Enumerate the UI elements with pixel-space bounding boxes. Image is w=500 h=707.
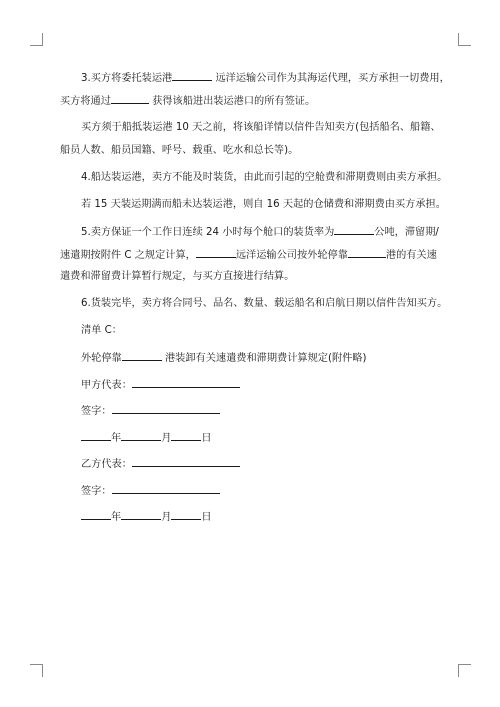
clause-3-line-2: 买方将通过 获得该船进出装运港口的所有签证。 xyxy=(60,93,315,109)
clause-6-line: 6.货装完毕，卖方将合同号、品名、数量、载运船名和启航日期以信件告知买方。 xyxy=(81,298,448,309)
notice-line-1: 买方须于船抵装运港 10 天之前，将该船详情以信件告知卖方(包括船名、船籍、 xyxy=(81,122,441,133)
clause-4-line-2: 若 15 天装运期满而船未达装运港，则自 16 天起的仓储费和滞期费由买方承担。 xyxy=(81,199,446,210)
blank xyxy=(348,247,386,258)
party-b-signature: 签字： xyxy=(81,483,220,499)
clause-5-line-2: 速遣期按附件 C 之规定计算， 远洋运输公司按外轮停靠 港的有关速 xyxy=(60,247,437,263)
corner-mark-bottom-right xyxy=(458,664,471,677)
blank xyxy=(132,456,240,467)
list-c-heading: 清单 C： xyxy=(81,325,122,336)
blank xyxy=(334,224,374,235)
party-a-date: 年 月 日 xyxy=(81,430,212,446)
blank xyxy=(172,70,212,81)
blank xyxy=(132,377,240,388)
party-b-date: 年 月 日 xyxy=(81,509,212,525)
blank xyxy=(171,430,201,441)
corner-mark-top-left xyxy=(30,33,43,46)
blank xyxy=(81,430,111,441)
notice-line-2: 船员人数、船员国籍、呼号、载重、吃水和总长等)。 xyxy=(60,145,299,156)
blank xyxy=(121,509,161,520)
corner-mark-top-right xyxy=(458,33,471,46)
party-a-signature: 签字： xyxy=(81,403,220,419)
blank xyxy=(121,430,161,441)
clause-4-line-1: 4.船达装运港，卖方不能及时装货，由此而引起的空舱费和滞期费则由卖方承担。 xyxy=(81,172,448,183)
list-c-item: 外轮停靠 港装卸有关速遣费和滞期费计算规定(附件略) xyxy=(81,350,367,366)
blank xyxy=(112,403,220,414)
party-a-representative: 甲方代表： xyxy=(81,377,240,393)
blank xyxy=(112,483,220,494)
corner-mark-bottom-left xyxy=(30,664,43,677)
party-b-representative: 乙方代表： xyxy=(81,456,240,472)
blank xyxy=(81,509,111,520)
blank xyxy=(171,509,201,520)
clause-5-line-1: 5.卖方保证一个工作日连续 24 小时每个舱口的装货率为 公吨，滞留期/ xyxy=(81,224,439,240)
clause-3-line-1: 3.买方将委托装运港 远洋运输公司作为其海运代理，买方承担一切费用， xyxy=(81,70,450,86)
clause-5-line-3: 遣费和滞留费计算暂行规定，与买方直接进行结算。 xyxy=(60,271,295,282)
blank xyxy=(111,93,149,104)
blank xyxy=(196,247,236,258)
blank xyxy=(122,350,162,361)
